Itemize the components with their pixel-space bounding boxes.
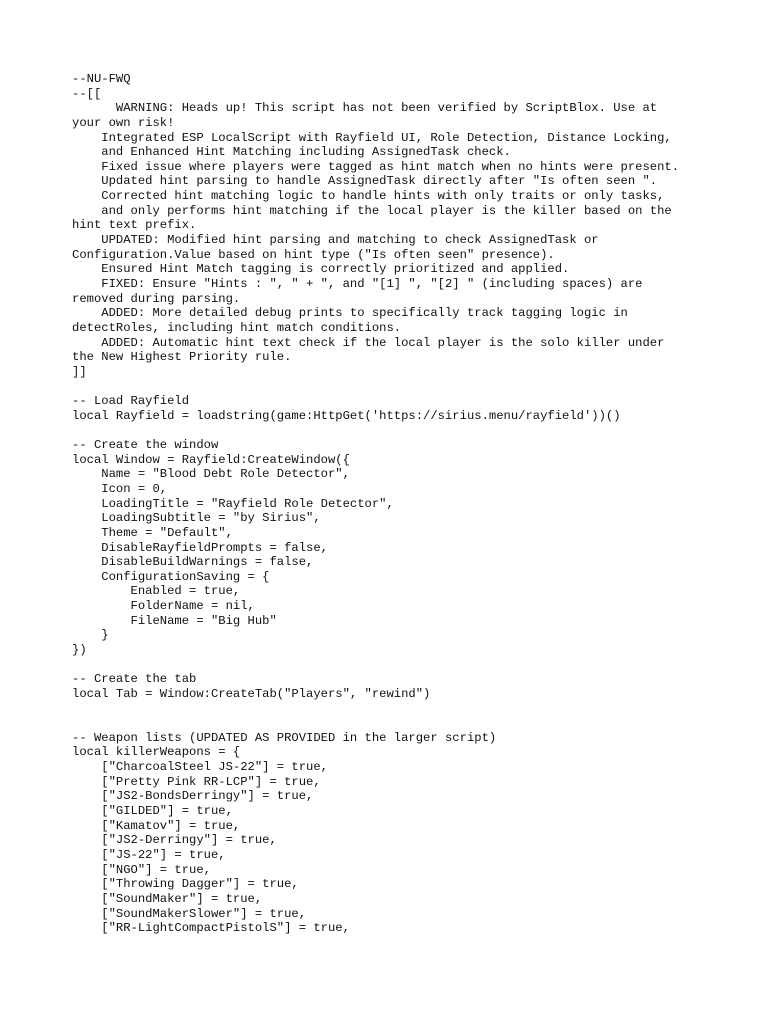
- code-line: ["CharcoalSteel JS-22"] = true,: [72, 760, 328, 775]
- code-line: and Enhanced Hint Matching including AssignedTask check.: [72, 145, 511, 160]
- code-line: and only performs hint matching if the local player is the killer based on the: [72, 203, 672, 218]
- code-line: ["JS2-BondsDerringy"] = true,: [72, 789, 314, 804]
- code-line: ["RR-LightCompactPistolS"] = true,: [72, 921, 350, 936]
- code-listing: [72, 72, 702, 936]
- code-line: Updated hint parsing to handle AssignedTask directly after "Is often seen ".: [72, 174, 658, 189]
- code-line: hint text prefix.: [72, 218, 197, 233]
- code-line: }): [72, 642, 87, 657]
- code-line: ["Kamatov"] = true,: [72, 818, 241, 833]
- code-line: --NU-FWQ: [72, 72, 131, 86]
- code-line: WARNING: Heads up! This script has not been verified by ScriptBlox. Use at: [72, 101, 658, 116]
- code-line: DisableRayfieldPrompts = false,: [72, 540, 328, 555]
- code-line: Configuration.Value based on hint type ("Is often seen" presence).: [72, 247, 555, 262]
- code-line: ["Throwing Dagger"] = true,: [72, 877, 299, 892]
- code-line: ]]: [72, 364, 87, 379]
- code-line: [72, 379, 702, 394]
- code-line: [72, 702, 702, 717]
- code-line: the New Highest Priority rule.: [72, 350, 292, 365]
- code-line: ["Pretty Pink RR-LCP"] = true,: [72, 774, 321, 789]
- code-line: Icon = 0,: [72, 481, 168, 496]
- code-line: detectRoles, including hint match conditions.: [72, 320, 402, 335]
- code-line: ["GILDED"] = true,: [72, 804, 233, 819]
- code-line: Ensured Hint Match tagging is correctly prioritized and applied.: [72, 262, 570, 277]
- code-line: your own risk!: [72, 115, 175, 130]
- code-line: FolderName = nil,: [72, 599, 255, 614]
- code-line: ["JS-22"] = true,: [72, 847, 226, 862]
- code-line: removed during parsing.: [72, 291, 241, 306]
- code-line: ADDED: More detailed debug prints to specifically track tagging logic in: [72, 306, 628, 321]
- code-line: Name = "Blood Debt Role Detector",: [72, 467, 350, 482]
- code-line: FileName = "Big Hub": [72, 613, 277, 628]
- code-line: FIXED: Ensure "Hints : ", " + ", and "[1] ", "[2] " (including spaces) are: [72, 276, 643, 291]
- code-line: ["SoundMaker"] = true,: [72, 891, 263, 906]
- code-line: Corrected hint matching logic to handle hints with only traits or only tasks,: [72, 189, 665, 204]
- code-line: local Rayfield = loadstring(game:HttpGet('https://sirius.menu/rayfield'))(): [72, 408, 621, 423]
- code-line: ["SoundMakerSlower"] = true,: [72, 906, 307, 921]
- code-line: Fixed issue where players were tagged as hint match when no hints were present.: [72, 159, 680, 174]
- code-line: LoadingSubtitle = "by Sirius",: [72, 511, 321, 526]
- code-line: -- Load Rayfield: [72, 394, 190, 409]
- code-line: }: [72, 628, 109, 643]
- code-line: -- Create the window: [72, 438, 219, 453]
- code-line: local Window = Rayfield:CreateWindow({: [72, 452, 350, 467]
- code-line: local Tab = Window:CreateTab("Players", "rewind"): [72, 686, 431, 701]
- code-line: UPDATED: Modified hint parsing and matching to check AssignedTask or: [72, 233, 599, 248]
- code-line: ["NGO"] = true,: [72, 862, 211, 877]
- code-line: Theme = "Default",: [72, 525, 233, 540]
- code-line: -- Create the tab: [72, 672, 197, 687]
- code-line: [72, 658, 702, 673]
- code-line: --[[: [72, 86, 102, 101]
- code-line: LoadingTitle = "Rayfield Role Detector",: [72, 496, 394, 511]
- code-line: ["JS2-Derringy"] = true,: [72, 833, 277, 848]
- code-line: [72, 423, 702, 438]
- code-line: local killerWeapons = {: [72, 745, 241, 760]
- code-line: Integrated ESP LocalScript with Rayfield UI, Role Detection, Distance Locking,: [72, 130, 672, 145]
- code-line: -- Weapon lists (UPDATED AS PROVIDED in the larger script): [72, 730, 497, 745]
- code-line: DisableBuildWarnings = false,: [72, 555, 314, 570]
- code-line: ConfigurationSaving = {: [72, 569, 270, 584]
- code-line: ADDED: Automatic hint text check if the local player is the solo killer under: [72, 335, 665, 350]
- code-line: Enabled = true,: [72, 584, 241, 599]
- code-line: [72, 716, 702, 731]
